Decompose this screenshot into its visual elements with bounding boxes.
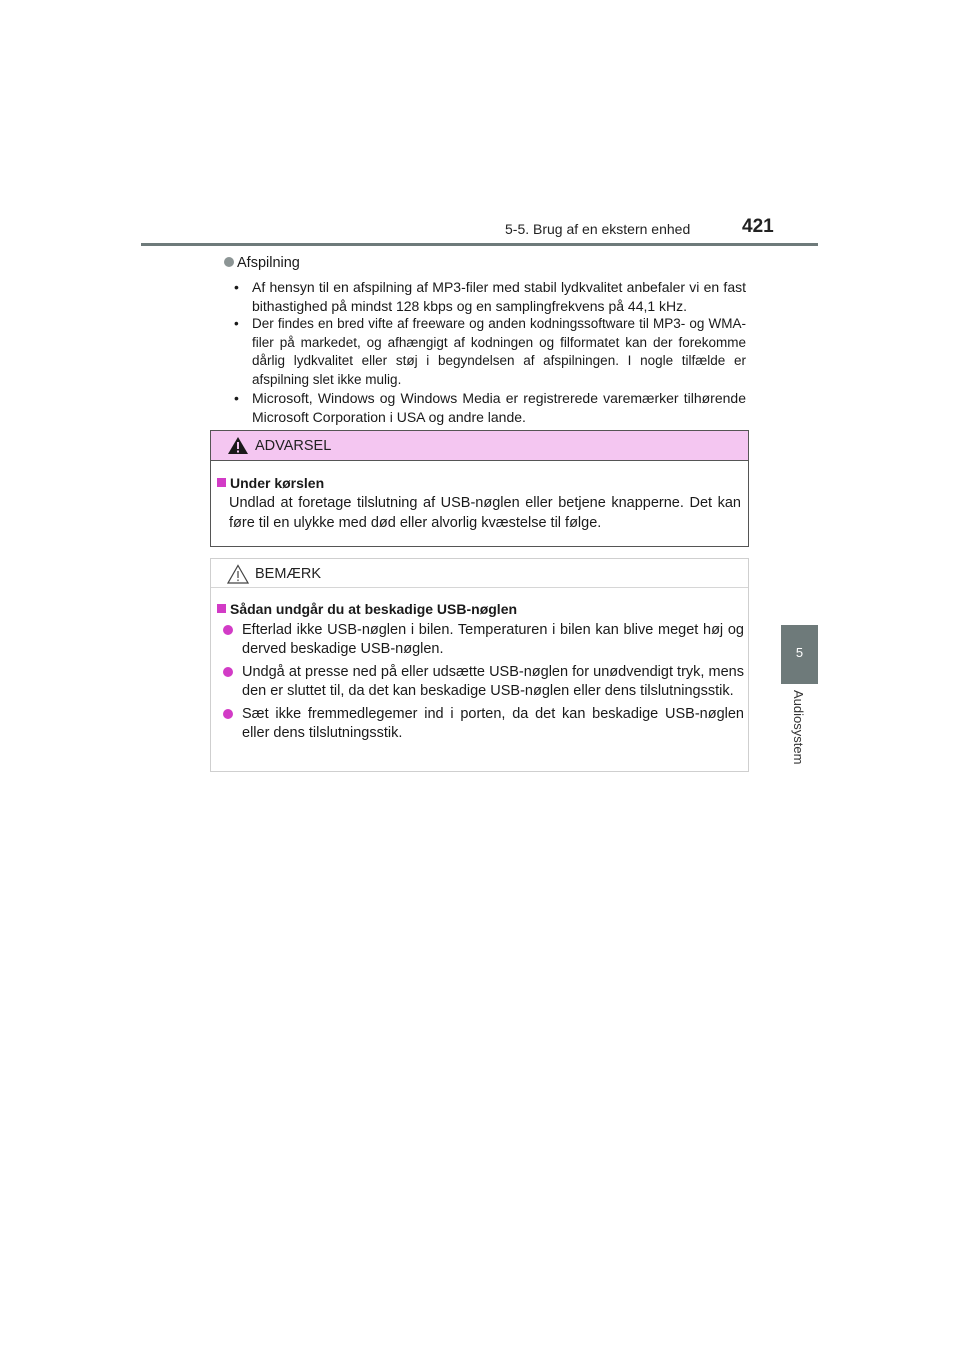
warning-title: ADVARSEL [255,438,332,454]
notice-title: BEMÆRK [255,566,322,582]
warning-subheading [217,475,324,491]
page-number: 421 [742,216,774,237]
notice-box [210,558,749,772]
circle-bullet-icon [224,257,234,267]
square-bullet-icon [217,478,226,487]
list-item: Efterlad ikke USB-nøglen i bilen. Temperaturen i bilen kan blive meget høj og derved beskadige USB-nøglen. [217,621,744,659]
list-item: • Der findes en bred vifte af freeware og anden kodningssoftware til MP3- og WMA-filer på markedet, og afhængigt af kodningen og filformatet kan der forekomme dårlig lydkvalitet eller støj i begyndelsen af afspilningen. I nogle tilfælde er afspilning slet ikke mulig. [232,315,746,389]
list-item: • Microsoft, Windows og Windows Media er registrerede varemærker tilhørende Microsoft Corporation i USA og andre lande. [232,389,746,426]
playback-list [232,278,746,426]
chapter-number: 5 [795,645,804,660]
list-item: • Af hensyn til en afspilning af MP3-filer med stabil lydkvalitet anbefaler vi en fast bithastighed på mindst 128 kbps og en samplingfrekvens på 44,1 kHz. [232,278,746,315]
chapter-label: Audiosystem [791,690,806,765]
warning-triangle-icon [227,436,249,455]
warning-box [210,430,749,547]
playback-title: Afspilning [237,255,300,271]
list-item: Sæt ikke fremmedlegemer ind i porten, da det kan beskadige USB-nøglen eller dens tilslutningsstik. [217,705,744,743]
header-divider [141,243,818,246]
section-title: 5-5. Brug af en ekstern enhed [505,221,691,237]
circle-bullet-icon [223,625,233,635]
warning-text: Undlad at foretage tilslutning af USB-nøglen eller betjene knapperne. Det kan føre til en ulykke med død eller alvorlig kvæstelse til følge. [229,495,741,531]
notice-heading: Sådan undgår du at beskadige USB-nøglen [230,601,518,617]
playback-heading [224,255,300,271]
circle-bullet-icon [223,667,233,677]
square-bullet-icon [217,604,226,613]
chapter-tab [781,625,818,684]
warning-header [211,431,748,461]
notice-subheading [217,601,517,617]
warning-heading: Under kørslen [230,475,325,491]
notice-list [217,621,744,747]
caution-triangle-icon [227,564,249,584]
list-item: Undgå at presse ned på eller udsætte USB-nøglen for unødvendigt tryk, mens den er sluttet til, da det kan beskadige USB-nøglen eller dens tilslutningsstik. [217,663,744,701]
notice-header [211,559,748,588]
circle-bullet-icon [223,709,233,719]
